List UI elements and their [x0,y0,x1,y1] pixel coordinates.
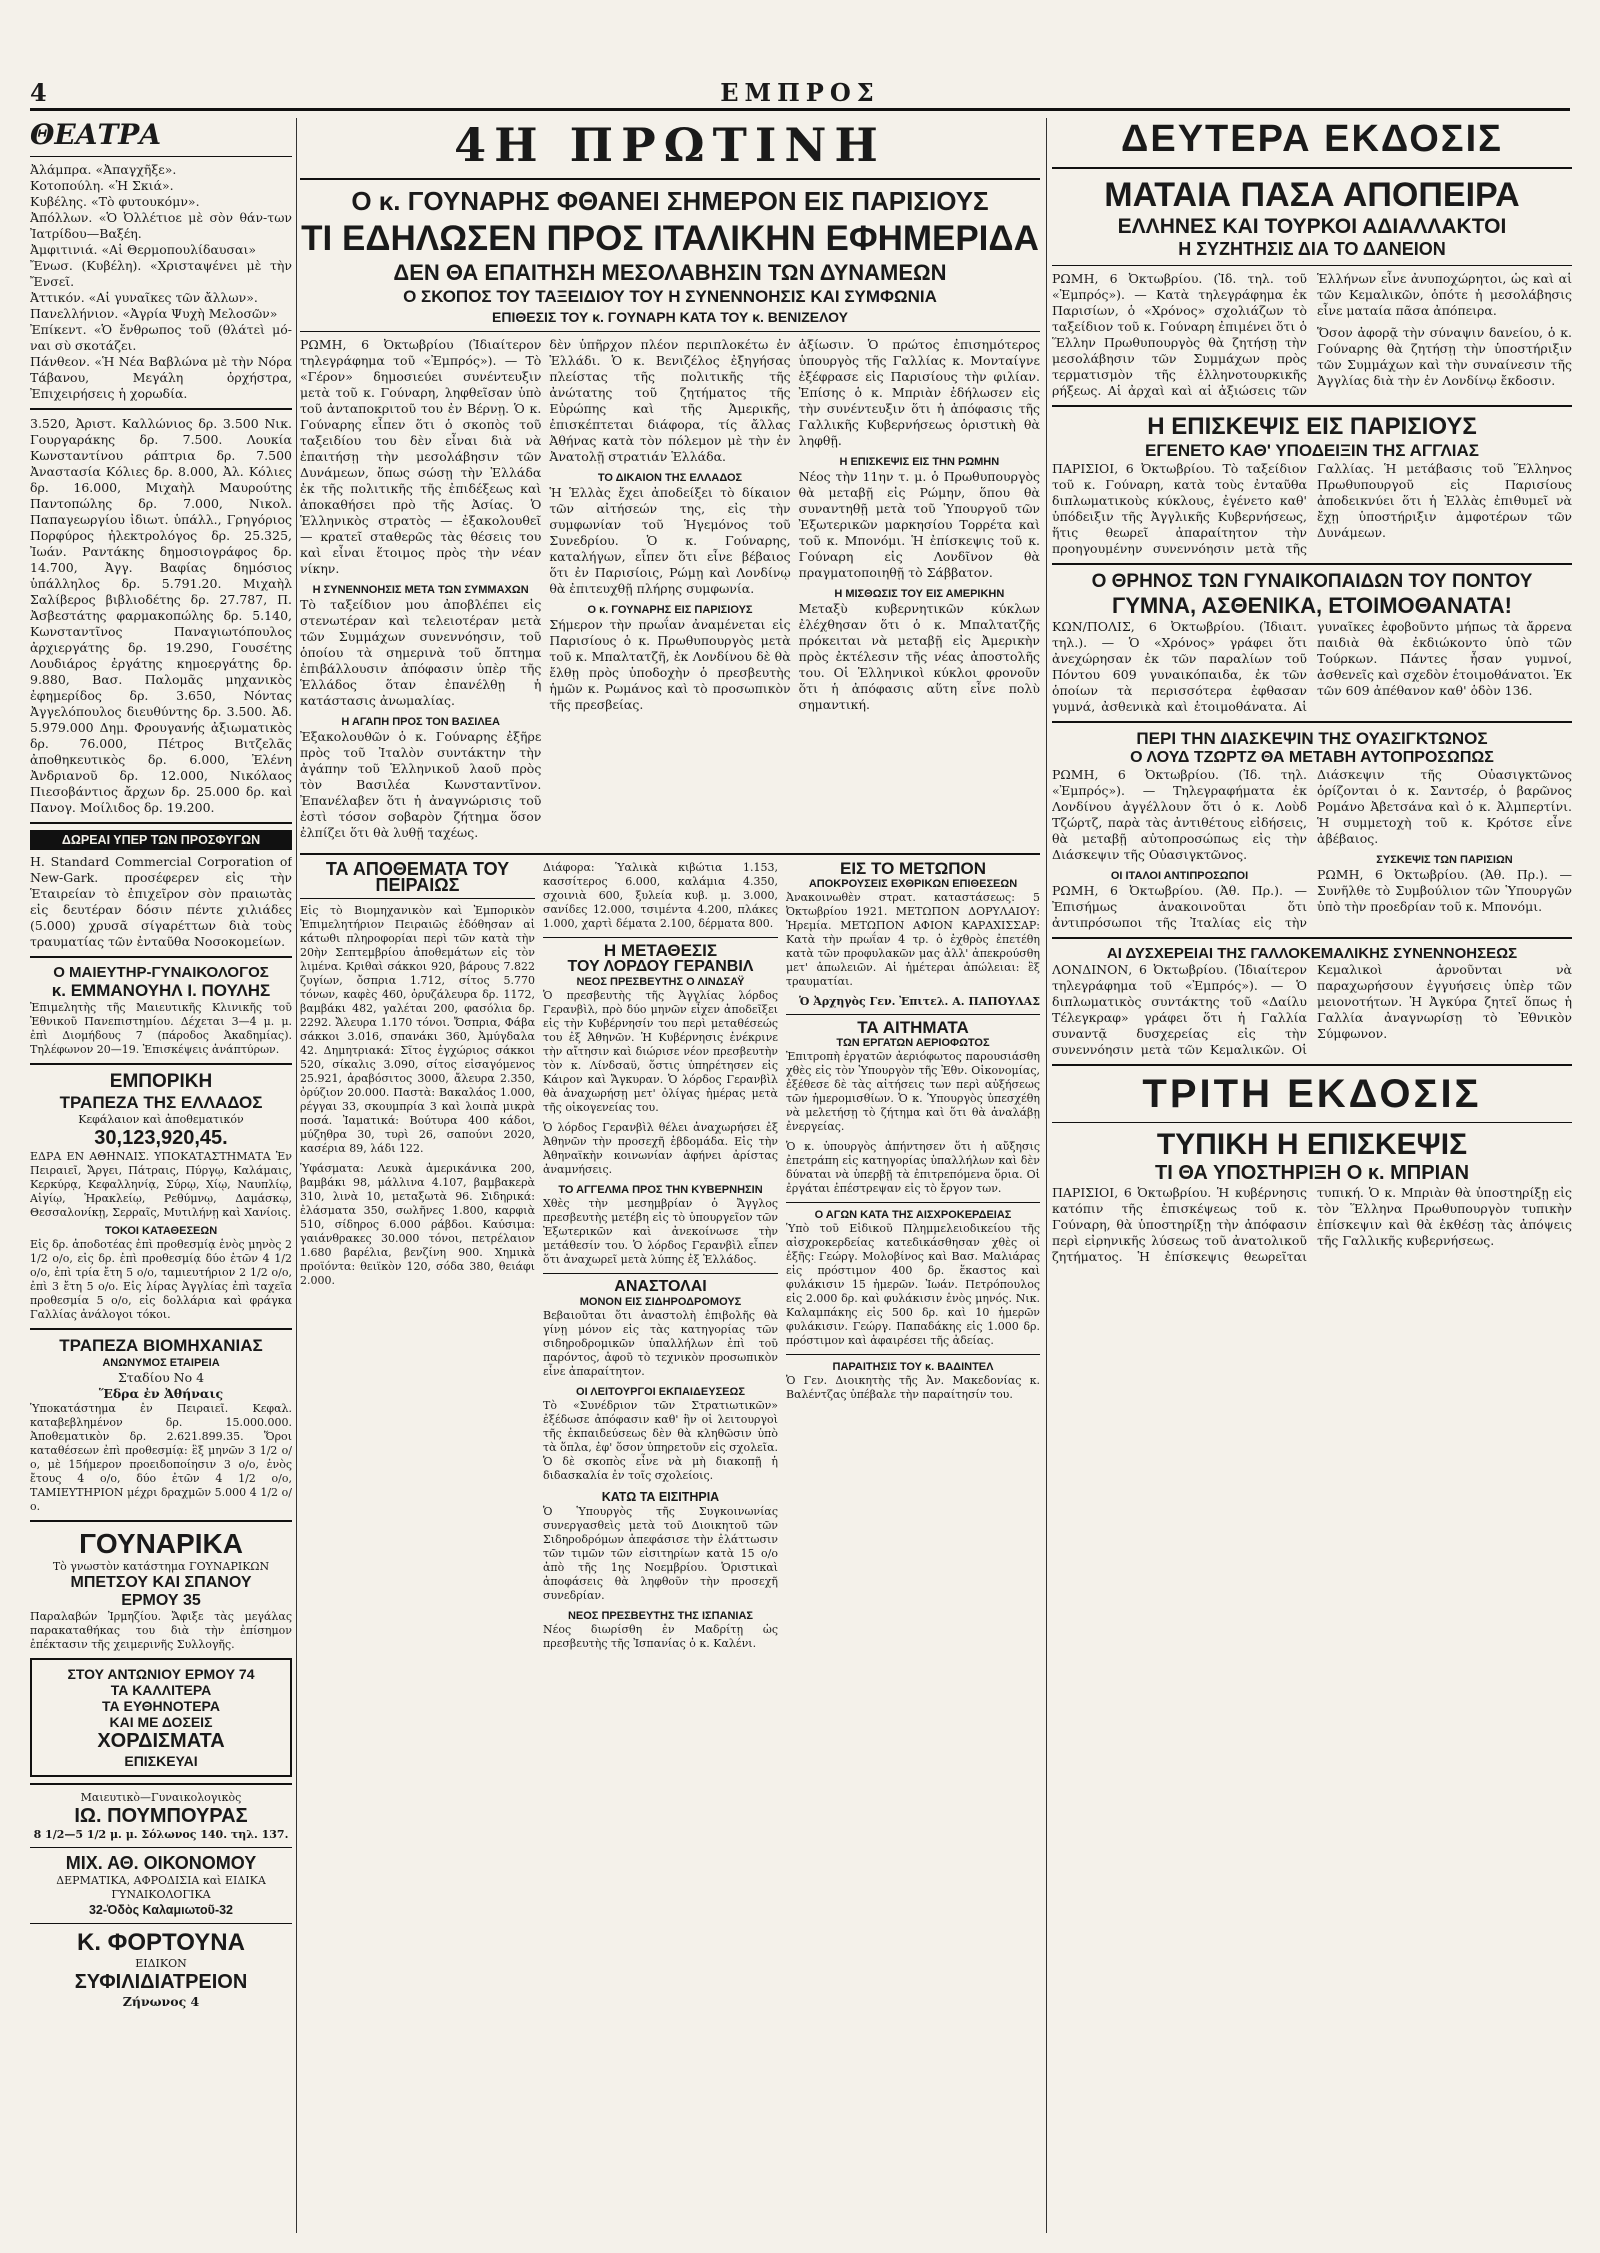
bank2-text: Ὑποκατάστημα ἐν Πειραιεῖ. Κεφαλ. καταβεβλημένον δρ. 15.000.000. Ἀποθεματικὸν δρ. 2.621.899.35. Ὅροι καταθέσεων ἐπὶ προθεσμίᾳ: ἓξ μηνῶν 3 1/2 ο/ο, μὲ 15ήμερον προειδοποίησιν 3 ο/ο, ἑνὸς ἔτους 4 ο/ο, δύο ἐτῶν 4 1/2 ο/ο, ΤΑΜΙΕΥΤΗΡΙΟΝ μέχρι δραχμῶν 5.000 4 1/2 ο/ο. [30,1402,292,1513]
sub-rome: Η ΕΠΙΣΚΕΨΙΣ ΕΙΣ ΤΗΝ ΡΩΜΗΝ [839,456,1000,468]
front-subtitle: ΑΠΟΚΡΟΥΣΕΙΣ ΕΧΘΡΙΚΩΝ ΕΠΙΘΕΣΕΩΝ [808,878,1018,890]
bank2-subtitle: ΑΝΩΝΥΜΟΣ ΕΤΑΙΡΕΙΑ [102,1357,220,1369]
railway-subtitle: ΜΟΝΟΝ ΕΙΣ ΣΙΔΗΡΟΔΡΟΜΟΥΣ [579,1296,742,1308]
paper-name: ΕΜΠΡΟΣ [720,78,880,107]
profiteering-title: Ο ΑΓΩΝ ΚΑΤΑ ΤΗΣ ΑΙΣΧΡΟΚΕΡΔΕΙΑΣ [814,1209,1012,1221]
workers-text-2: Ὁ κ. ὑπουργὸς ἀπήντησεν ὅτι ἡ αὔξησις ἐπετράπη εἰς κατηγορίας ὑπαλλήλων καὶ δὲν δύναται νὰ ὑπερβῇ τὰ ἐπιτρεπόμενα ὅρια. Οἱ ἐργάται ἐπέστρεψαν εἰς τὸ ἔργον των. [786,1140,1040,1195]
shop-text: Τὸ γνωστὸν κατάστημα ΓΟΥΝΑΡΙΚΩΝ [52,1560,270,1573]
piraeus-text-2: Ὑφάσματα: Λευκὰ ἀμερικάνικα 200, βαμβάκι 98, μάλλινα 4.107, βαμβακερὰ 310, λινὰ 10, μεταξωτὰ 96. Σιδηρικά: ἐλάσματα 350, σωλῆνες 1.800, καρφιὰ 510, σίδηρος 6.000 ράβδοι. Καύσιμα: γαιάνθρακες 30.000 τόνοι, πετρέλαιον 1.680 βαρέλια, βενζίνη 900. Χημικὰ προϊόντα: θειϊκὸν 120, σόδα 380, θειάφι 2.000. [300,1162,535,1287]
headline-4: Ο ΣΚΟΠΟΣ ΤΟΥ ΤΑΞΕΙΔΙΟΥ ΤΟΥ Η ΣΥΝΕΝΝΟΗΣΙΣ ΚΑΙ ΣΥΜΦΩΝΙΑ [403,287,937,306]
workers-subtitle: ΤΩΝ ΕΡΓΑΤΩΝ ΑΕΡΙΟΦΩΤΟΣ [836,1037,990,1049]
lead-story [300,337,1040,847]
right-column [1052,118,1572,2233]
bank1-text: ΕΔΡΑ ΕΝ ΑΘΗΝΑΙΣ. ΥΠΟΚΑΤΑΣΤΗΜΑΤΑ Ἐν Πειραιεῖ, Ἄργει, Πάτραις, Πύργῳ, Καλάμαις, Κερκύρᾳ, Κεφαλληνίᾳ, Σύρῳ, Χίῳ, Ναυπλίῳ, Αἰγίῳ, Ἡρακλείῳ, Ρεθύμνῳ, Δαμάσκῳ, Θεσσαλονίκῃ, Σερραῖς, Μυτιλήνῃ καὶ Χανίοις. [30,1150,292,1219]
paris-text: ΠΑΡΙΣΙΟΙ, 6 Ὀκτωβρίου. Τὸ ταξείδιον τοῦ κ. Γούναρη, κατὰ τοὺς ἐνταῦθα διπλωματικοὺς κύκλους, ἐγένετο καθ' ὑπόδειξιν τῆς Ἀγγλικῆς Κυβερνήσεως, ἥτις θεωρεῖ ἀπαραίτητον τὴν προηγουμένην συνεννόησιν μετὰ τῆς Γαλλίας. Ἡ μετάβασις τοῦ Ἕλληνος Πρωθυπουργοῦ εἰς Παρισίους ἀποδεικνύει ὅτι ἡ Ἑλλὰς ἐπιθυμεῖ νὰ ἔχῃ ὑποστήριξιν ἀμφοτέρων τῶν Δυνάμεων. [1052,461,1572,556]
telegram-title: ΤΟ ΑΓΓΕΛΜΑ ΠΡΟΣ ΤΗΝ ΚΥΒΕΡΝΗΣΙΝ [558,1184,763,1196]
lead-text-2b: Ἡ Ἑλλὰς ἔχει ἀποδείξει τὸ δίκαιον τῶν αἰτήσεών της, εἰς τὴν συμφωνίαν τοῦ Ἡγεμόνος τοῦ Συνεδρίου. Ὁ κ. Γούναρης, καταλήγων, εἶπεν ὅτι εἶνε βέβαιος ὅτι ἐν Παρισίοις, Ρώμῃ καὶ Λονδίνῳ θὰ ἐπιτευχθῇ πλήρης συμφωνία. [549,485,791,596]
bank2-seat: Ἕδρα ἐν Ἀθήναις [98,1386,224,1401]
theatre-listings [30,162,292,402]
theatre-listing: Ἀττικόν. «Αἱ γυναῖκες τῶν ἄλλων». [30,290,258,305]
theatre-title: ΘΕΑΤΡΑ [30,118,162,151]
paris-story [1052,461,1572,557]
doctor1-text: 8 1/2—5 1/2 μ. μ. Σόλωνος 140. τηλ. 137. [33,1828,289,1841]
theatre-listing: Πάνθεον. «Ἡ Νέα Βαβλώνα μὲ τὴν Νόρα Τάβανου, Μεγάλη ὀρχήστρα, Ἐπιχειρήσεις ἡ χορωδία. [30,354,292,401]
doctor2-text: ΔΕΡΜΑΤΙΚΑ, ΑΦΡΟΔΙΣΙΑ καὶ ΕΙΔΙΚΑ ΓΥΝΑΙΚΟΛΟΓΙΚΑ [56,1874,266,1901]
shop-names: ΜΠΕΤΣΟΥ ΚΑΙ ΣΠΑΝΟΥ [70,1574,252,1591]
franco-kemalist-text: ΛΟΝΔΙΝΟΝ, 6 Ὀκτωβρίου. (Ἰδιαίτερον τηλεγράφημα τοῦ «Ἐμπρός»). — Ὁ διπλωματικὸς συντάκτης τοῦ «Δαίλυ Τέλεγκραφ» γράφει ὅτι ἡ Γαλλία συναντᾷ δυσχερείας εἰς τὴν συνεννόησιν μετὰ τῶν Κεμαλικῶν. Οἱ Κεμαλικοὶ ἀρνοῦνται νὰ παραχωρήσουν ἐγγυήσεις ὑπὲρ τῶν μειονοτήτων. Ἡ Ἀγκύρα ζητεῖ ὅπως ἡ Γαλλία ἀναγνωρίσῃ τὸ Ἐθνικὸν Σύμφωνον. [1052,962,1572,1057]
tickets-title: ΚΑΤΩ ΤΑ ΕΙΣΙΤΗΡΙΑ [601,1490,720,1504]
doctor3-sub: ΕΙΔΙΚΟΝ [135,1957,187,1970]
theatre-listing: Πανελλήνιον. «Ἀγρία Ψυχὴ Μελοσῶν» [30,306,278,321]
antoniou-title: ΣΤΟΥ ΑΝΤΩΝΙΟΥ ΕΡΜΟΥ 74 [67,1666,255,1682]
council-title: ΣΥΣΚΕΨΙΣ ΤΩΝ ΠΑΡΙΣΙΩΝ [1376,854,1513,866]
column-rule [296,118,297,2233]
bank2-title: ΤΡΑΠΕΖΑ ΒΙΟΜΗΧΑΝΙΑΣ [59,1336,263,1355]
third-edition-title: ΤΡΙΤΗ ΕΚΔΟΣΙΣ [1142,1072,1482,1116]
council-text: ΡΩΜΗ, 6 Ὀκτωβρίου. (Ἀθ. Πρ.). — Συνῆλθε τὸ Συμβούλιον τῶν Ὑπουργῶν ὑπὸ τὴν προεδρίαν τοῦ κ. Μπονόμι. [1317,867,1572,914]
left-column [30,118,292,2233]
antoniou-line: ΧΟΡΔΙΣΜΑΤΑ [97,1730,225,1752]
pontus-subtitle: ΓΥΜΝΑ, ΑΣΘΕΝΙΚΑ, ΕΤΟΙΜΟΘΑΝΑΤΑ! [1111,593,1513,618]
piraeus-title: ΤΑ ΑΠΟΘΕΜΑΤΑ ΤΟΥ ΠΕΙΡΑΙΩΣ [325,859,510,895]
washington-story [1052,767,1572,931]
sub-rights: ΤΟ ΔΙΚΑΙΟΝ ΤΗΣ ΕΛΛΑΔΟΣ [597,472,743,484]
sub-paris: Ο κ. ΓΟΥΝΑΡΗΣ ΕΙΣ ΠΑΡΙΣΙΟΥΣ [587,604,753,616]
sub-america: Η ΜΙΣΘΩΣΙΣ ΤΟΥ ΕΙΣ ΑΜΕΡΙΚΗΝ [834,588,1005,600]
theatre-listing: Ἐπίκεντ. «Ὁ ἔνθρωπος τοῦ (θλάτεὶ μό-ναι σὺ σκοτάζει. [30,322,292,353]
front-title: ΕΙΣ ΤΟ ΜΕΤΩΠΟΝ [840,859,986,878]
midwife-name: κ. ΕΜΜΑΝΟΥΗΛ Ι. ΠΟΥΛΗΣ [51,981,271,1000]
lord-text: Ὁ πρεσβευτὴς τῆς Ἀγγλίας λόρδος Γερανβὶλ, πρὸ δύο μηνῶν εἶχεν ἀποδεῖξει εἰς τὴν Κυβέρνησίν του περὶ μεταθέσεώς του ἐξ Ἀθηνῶν. Ἡ Κυβέρνησις ἐνέκρινε τὴν αἴτησιν καὶ διώρισε νέον πρεσβευτὴν τὸν κ. Λίνδσαϋ, ὅστις ὑπηρέτησεν εἰς Κάιρον καὶ Ἄγκυραν. Ὁ λόρδος Γερανβὶλ θὰ ἀναχωρήσῃ μετ' ὀλίγας ἡμέρας μετὰ τῆς οἰκογενείας του. [543,989,778,1114]
workers-text: Ἐπιτροπὴ ἐργατῶν ἀεριόφωτος παρουσιάσθη χθὲς εἰς τὸν Ὑπουργὸν τῆς Ἐθν. Οἰκονομίας, ἐξέθεσε δὲ τὰς αἰτήσεις των περὶ αὐξήσεως τῶν ἡμερομισθίων. Ὁ κ. Ὑπουργὸς ὑπεσχέθη νὰ μελετήσῃ τὸ ζήτημα καὶ ὅτι θὰ ἀναλάβῃ ἐνεργείας. [786,1050,1040,1133]
antoniou-line: ΕΠΙΣΚΕΥΑΙ [124,1753,198,1769]
lead-text-1: ΡΩΜΗ, 6 Ὀκτωβρίου (Ἰδιαίτερον τηλεγράφημα τοῦ «Ἐμπρός»). — Τὸ «Γέρον» δημοσιεύει συνέντευξιν μετὰ τοῦ κ. Γούναρη, ληφθεῖσαν ὑπὸ τοῦ ἀνταποκριτοῦ του ἐν Βέρνῃ. Ὁ κ. Γούναρης εἶπεν ὅτι ὁ σκοπὸς τοῦ ταξειδίου του δὲν εἶναι διὰ νὰ ἐπαιτήσῃ τὴν μεσολάβησιν τῶν Δυνάμεων, ὅπως σώσῃ τὴν Ἑλλάδα ἐκ τῆς πολιτικῆς τῆς ἐπιδέξεως καὶ ἀποκαθήσει πρὸ τῆς Ἀσίας. Ὁ Ἑλληνικὸς στρατὸς — ἐξακολουθεῖ — κρατεῖ σταθερῶς τὰς θέσεις του καὶ εἶναι ἕτοιμος πρὸς τὴν νέαν νίκην. [300,337,542,576]
washington-text: ΡΩΜΗ, 6 Ὀκτωβρίου. (Ἰδ. τηλ. «Ἐμπρός»). — Τηλεγραφήματα ἐκ Λονδίνου ἀγγέλλουν ὅτι ὁ κ. Λοὺδ Τζώρτζ, παρὰ τὰς ἀντιθέτους εἰδήσεις, θὰ μεταβῇ αὐτοπροσώπως εἰς τὴν Διάσκεψιν τῆς Οὐασιγκτῶνος. [1052,767,1307,862]
fund-text: Η. Standard Commercial Corporation of New-Gark. προσέφερεν εἰς τὴν Ἑταιρείαν τὸ ἐπιχεῖρον σὸν πραιωτὰς εἰς δευτέραν δόσιν πέντε χιλιάδες (5.000) χρυσᾶ σίγαρέττων διὰ τοὺς τραυματίας τῶν ἐνταῦθα Νοσοκομείων. [30,854,292,949]
franco-kemalist-title: ΑΙ ΔΥΣΧΕΡΕΙΑΙ ΤΗΣ ΓΑΛΛΟΚΕΜΑΛΙΚΗΣ ΣΥΝΕΝΝΟΗΣΕΩΣ [1106,945,1518,962]
bank2-address: Σταδίου Νο 4 [117,1370,205,1385]
fund-header: ΔΩΡΕΑΙ ΥΠΕΡ ΤΩΝ ΠΡΟΣΦΥΓΩΝ [30,830,292,850]
washington-subtitle: Ο ΛΟΥΔ ΤΖΩΡΤΖ ΘΑ ΜΕΤΑΒΗ ΑΥΤΟΠΡΟΣΩΠΩΣ [1130,749,1494,766]
doctor3-address: Ζήνωνος 4 [122,1994,200,2009]
lead-text-1b: Τὸ ταξείδιον μου ἀποβλέπει εἰς στενωτέραν καὶ τελειοτέραν μετὰ τῶν Συμμάχων συνεννόησιν, τοῦ ὁποίου τὰ σημερινὰ τοῦ ὄπτημα ἐπιβάλλουσιν ἀπόφασιν ὑπὲρ τῆς Ἑλλάδος ὅταν ἐπανέλθῃ ἡ κατάστασις ἀνωμαλίας. [300,597,542,708]
theatre-listing: Ἀλάμπρα. «Ἀπαγχῆξε». [30,162,177,177]
antoniou-line: ΚΑΙ ΜΕ ΔΟΣΕΙΣ [109,1714,213,1730]
donations-text: 3.520, Ἀριστ. Καλλώνιος δρ. 3.500 Νικ. Γουργαράκης δρ. 7.500. Λουκία Κωνσταντίνου ράπτρια δρ. 7.500 Ἀναστασία Κόλιες δρ. 8.000, Ἀλ. Κόλιες δρ. 16.000, Μιχαὴλ Μαυρούτης Παντοπώλης δρ. 7.000, Νικολ. Παπαγεωργίου ἰδιωτ. ὑπάλλ., Γρηγόριος Πορφύρος ἠλεκτρολόγος δρ. 25.325, Ἰωάν. Ραντάκης δημοσιογράφος δρ. 14.700, Ἀγγ. Βαφίας δημόσιος ὑπάλληλος δρ. 5.791.20. Μιχαὴλ Σαλίβερος βιβλιοδέτης δρ. 27.787, Π. Ἀσβεστάτης φαρμακοπώλης δρ. 5.140, Κωνσταντῖνος Παναγιωτόπουλος ἀρχιεργάτης δρ. 19.290, Γουσέτης Λουδιάρος ἐργάτης κημοεργάτης δρ. 9.880, Βασ. Παλομᾶς μηχανικὸς ἐφημερίδος δρ. 3.650, Νόντας Ἀγγελόπουλος διευθύντης δρ. 3.500. Ἀδ. 5.979.000 Δημ. Φρουγανής ἀξιωματικὸς δρ. 76.000, Πέτρος Βιτζελᾶς ἀποθηκευτικὸς δρ. 6.000, Ἐλένη Ἀνδριανοῦ δρ. 12.000, Νικόλαος Πιεσοβάντιος ἄρχων δρ. 25.000 δρ. καὶ Πανογ. Μοίλιδος δρ. 19.200. [30,416,292,815]
profiteering-text: Ὑπὸ τοῦ Εἰδικοῦ Πλημμελειοδικείου τῆς αἰσχροκερδείας κατεδικάσθησαν χθὲς οἱ ἑξῆς: Γεώργ. Μολοβίνος καὶ Βασ. Μαλιάρας εἰς πρόστιμον 400 δρ. ἕκαστος καὶ φυλάκισιν 15 ἡμερῶν. Ἰωάν. Πετρόπουλος εἰς 2.000 δρ. καὶ φυλάκισιν ἑνὸς μηνός. Νικ. Καλαμπάκης εἰς 500 δρ. καὶ 10 ἡμερῶν φυλάκισιν. Γεώργ. Παπαδάκης εἰς 1.000 δρ. πρόστιμον καὶ ἀφαιρέσει τῆς ἀδείας. [786,1222,1040,1347]
doctor1-name: ΙΩ. ΠΟΥΜΠΟΥΡΑΣ [74,1805,248,1827]
briand-text: ΠΑΡΙΣΙΟΙ, 6 Ὀκτωβρίου. Ἡ κυβέρνησις κατόπιν τῆς ἐπισκέψεως τοῦ κ. Γούναρη, θὰ ὑποστηρίξῃ τὴν ἀπόφασιν περὶ εἰρηνικῆς λύσεως τοῦ ἀνατολικοῦ ζητήματος. Ἡ ἐπίσκεψις θεωρεῖται τυπική. Ὁ κ. Μπριὰν θὰ ὑποστηρίξῃ εἰς τὸν Ἕλληνα Πρωθυπουργὸν τυπικὴν ἐπίσκεψιν καὶ θὰ ἐκθέσῃ τὰς ἀπόψεις τῆς Γαλλικῆς κυβερνήσεως. [1052,1185,1572,1264]
headline-5: ΕΠΙΘΕΣΙΣ ΤΟΥ κ. ΓΟΥΝΑΡΗ ΚΑΤΑ ΤΟΥ κ. ΒΕΝΙΖΕΛΟΥ [492,309,848,325]
doctor2-address: 32-Ὁδὸς Καλαμιωτοῦ-32 [88,1903,234,1917]
formal-visit-title: ΤΥΠΙΚΗ Η ΕΠΙΣΚΕΨΙΣ [1156,1128,1468,1161]
headline-1: Ο κ. ΓΟΥΝΑΡΗΣ ΦΘΑΝΕΙ ΣΗΜΕΡΟΝ ΕΙΣ ΠΑΡΙΣΙΟΥΣ [351,186,989,216]
right-sub-2: Η ΣΥΖΗΤΗΣΙΣ ΔΙΑ ΤΟ ΔΑΝΕΙΟΝ [1178,239,1446,259]
supply-list: Διάφορα: Ὑαλικὰ κιβώτια 1.153, κασσίτερος 6.000, καλάμια 4.350, σχοινιὰ 600, ξυλεία κυβ. μ. 3.000, σανίδες 12.000, τσιμέντα 4.200, πλάκες 1.000, χαρτὶ δέματα 2.100, δέρματα 800. [543,861,778,930]
headline-2: ΤΙ ΕΔΗΛΩΣΕΝ ΠΡΟΣ ΙΤΑΛΙΚΗΝ ΕΦΗΜΕΡΙΔΑ [301,219,1039,258]
bank1-title-line2: ΤΡΑΠΕΖΑ ΤΗΣ ΕΛΛΑΔΟΣ [59,1093,263,1112]
doctor1-title: Μαιευτικὸ—Γυναικολογικὸς [80,1791,242,1804]
theatre-listing: Κυβέλης. «Τὸ φυτουκόμν». [30,194,200,209]
edition-title: 4Η ΠΡΩΤΙΝΗ [454,118,886,172]
theatre-listing: Ἀμφιτινιά. «Αἱ Θερμοπουλίδαυσαι» [30,242,257,257]
lead-text-3c: Μεταξὺ κυβερνητικῶν κύκλων ἐλέχθησαν ὅτι ὁ κ. Μπαλτατζῆς πρόκειται νὰ μεταβῇ εἰς Ἀμερικὴν πρὸς ἐκτέλεσιν τῆς νέας ἀποστολῆς του. Οἱ Ἑλληνικοὶ κύκλοι φρονοῦν ὅτι ἡ ἀπόφασις αὕτη εἶνε πολὺ σημαντική. [798,601,1040,712]
spain-text: Νέος διωρίσθη ἐν Μαδρίτῃ ὡς πρεσβευτὴς τῆς Ἰσπανίας ὁ κ. Καλένι. [543,1623,778,1650]
masthead [30,78,1570,111]
theatre-listing: Κοτοπούλη. «Ἡ Σκιά». [30,178,174,193]
bank1-deposits-text: Εἰς δρ. ἀποδοτέας ἐπὶ προθεσμίᾳ ἑνὸς μηνὸς 2 1/2 ο/ο, εἰς δρ. ἐπὶ προθεσμίᾳ δύο ἐτῶν 4 1/2 ο/ο, ἐπὶ τρία ἔτη 5 ο/ο, ταμιευτήριον 2 1/2 ο/ο, ἐπὶ 3 ἔτη 5 ο/ο. Εἰς λίρας Ἀγγλίας ἐπὶ ταχεῖα προθεσμία 5 ο/ο, εἰς δολλάρια καὶ φράγκα Γαλλίας ἀνάλογοι τόκοι. [30,1238,292,1321]
lower-stories [300,861,1040,1657]
front-signature: Ὁ Ἀρχηγὸς Γεν. Ἐπιτελ. Α. ΠΑΠΟΥΛΑΣ [799,995,1040,1008]
right-text-1b: Ὅσον ἀφορᾷ τὴν σύναψιν δανείου, ὁ κ. Γούναρης θὰ ζητήσῃ τὴν ὑποστήριξιν τῶν Συμμάχων καὶ τὴν συναίνεσιν τῆς Ἀγγλίας διὰ τὴν ἐν Λονδίνῳ ἔκδοσιν. [1317,325,1572,388]
theatre-listing: Ἔνωσ. (Κυβέλη). «Χρισταψένει μὲ τὴν Ἔνσεῖ. [30,258,292,289]
lord-subtitle: ΤΟΥ ΛΟΡΔΟΥ ΓΕΡΑΝΒΙΛ [567,958,754,975]
doctor2-name: ΜΙΧ. ΑΘ. ΟΙΚΟΝΟΜΟΥ [65,1853,257,1873]
right-sub-1: ΕΛΛΗΝΕΣ ΚΑΙ ΤΟΥΡΚΟΙ ΑΔΙΑΛΛΑΚΤΟΙ [1117,215,1507,238]
bank1-capital: 30,123,920,45. [94,1127,228,1149]
doctor3-name: Κ. ΦΟΡΤΟΥΝΑ [77,1929,245,1956]
paris-title: Η ΕΠΙΣΚΕΨΙΣ ΕΙΣ ΠΑΡΙΣΙΟΥΣ [1147,413,1477,440]
center-column [300,118,1040,2233]
spain-title: ΝΕΟΣ ΠΡΕΣΒΕΥΤΗΣ ΤΗΣ ΙΣΠΑΝΙΑΣ [567,1610,754,1622]
pontus-title: Ο ΘΡΗΝΟΣ ΤΩΝ ΓΥΝΑΙΚΟΠΑΙΔΩΝ ΤΟΥ ΠΟΝΤΟΥ [1091,571,1533,592]
antoniou-line: ΤΑ ΚΑΛΛΙΤΕΡΑ [110,1682,212,1698]
italian-delegates-title: ΟΙ ΙΤΑΛΟΙ ΑΝΤΙΠΡΟΣΩΠΟΙ [1110,870,1249,882]
workers-title: ΤΑ ΑΙΤΗΜΑΤΑ [857,1018,969,1037]
page-number: 4 [30,78,47,107]
pontus-story [1052,619,1572,715]
antoniou-line: ΤΑ ΕΥΘΗΝΟΤΕΡΑ [102,1698,220,1714]
telegram-text: Χθὲς τὴν μεσημβρίαν ὁ Ἄγγλος πρεσβευτὴς μετέβη εἰς τὸ ὑπουργεῖον τῶν Ἐξωτερικῶν καὶ ἀνεκοίνωσε τὴν μετάθεσίν του. Ὁ λόρδος Γερανβὶλ εἶπεν ὅτι ἀναχωρεῖ μετὰ λύπης ἐξ Ἑλλάδος. [543,1197,778,1266]
piraeus-text: Εἰς τὸ Βιομηχανικὸν καὶ Ἐμπορικὸν Ἐπιμελητήριον Πειραιῶς ἐδόθησαν αἱ κάτωθι πληροφορίαι περὶ τῶν κατὰ τὴν 20ὴν Σεπτεμβρίου ἀποθεμάτων εἰς τὸν λιμένα. Κριθαὶ σάκκοι 920, βάρους 7.822 ζυγίων, ὄσπρια 1.712, σίτος 5.770 τόνων, καφὲς 460, ὀρυζάλευρα δρ. 1172, βαμβάκι 482, γαλέται 200, φασόλια δρ. 2292. Ἄλευρα 1.170 τόνοι. Ὄσπρια, Φάβα σάκκοι 3.016, σπανάκι 360, Ἀμύγδαλα 42. Δημητριακά: Σῖτος ἐγχώριος σάκκοι 520, σίκαλις 3.090, σίτος εἰσαγόμενος 25.921, ἀραβόσιτος 3000, ἄλευρα 2.350, ὀρύζιον 20.000. Παστὰ: Βακαλάος 1.000, ρέγγαι 33, σκουμπρία 3 καὶ λοιπὰ μικρὰ ποσά. Ἰαματικά: Βούτυρα 400 κάδοι, μύζηθρα 30, τυρὶ 26, σαπούνι 2020, κασέρια 89, λάδι 122. [300,904,535,1155]
sub-entente: Η ΣΥΝΕΝΝΟΗΣΙΣ ΜΕΤΑ ΤΩΝ ΣΥΜΜΑΧΩΝ [312,584,529,596]
briand-story [1052,1185,1572,1265]
washington-title: ΠΕΡΙ ΤΗΝ ΔΙΑΣΚΕΨΙΝ ΤΗΣ ΟΥΑΣΙΓΚΤΩΝΟΣ [1136,729,1488,748]
midwife-title: Ο ΜΑΙΕΥΤΗΡ-ΓΥΝΑΙΚΟΛΟΓΟΣ [53,964,269,981]
sub-king: Η ΑΓΑΠΗ ΠΡΟΣ ΤΟΝ ΒΑΣΙΛΕΑ [341,716,500,728]
tickets-text: Ὁ Ὑπουργὸς τῆς Συγκοινωνίας συνεργασθεὶς μετὰ τοῦ Διοικητοῦ τῶν Σιδηροδρόμων ἀπεφάσισε τὴν ἐλάττωσιν τῶν τιμῶν τῶν εἰσιτηρίων κατὰ 15 ο/ο ἀπὸ τῆς 1ης Νοεμβρίου. Ὁριστικαὶ ἀποφάσεις θὰ ληφθοῦν τὴν προσεχῆ συνεδρίαν. [543,1505,778,1602]
lord-title: Η ΜΕΤΑΘΕΣΙΣ [603,941,718,960]
midwife-text: Ἐπιμελητὴς τῆς Μαιευτικῆς Κλινικῆς τοῦ Ἐθνικοῦ Πανεπιστημίου. Δέχεται 3—4 μ. μ. ἐπὶ Διομήδους 7 (πάροδος Ἀκαδημίας). Τηλέφωνον 20—19. Ἐπισκέψεις ἀνάπτύρων. [30,1001,292,1056]
italian-delegates-text: ΡΩΜΗ, 6 Ὀκτωβρίου. (Ἀθ. Πρ.). — Ἐπισήμως ἀνακοινοῦται ὅτι ἀντιπρόσωποι τῆς Ἰταλίας εἰς τὴν Διάσκεψιν τῆς Οὐασιγκτῶνος ὁρίζονται ὁ κ. Σαντσέρ, ὁ βαρῶνος Ρομάνο Ἀβετσάνα καὶ ὁ κ. Ἀλμπερτίνι. Ἡ συμμετοχὴ τοῦ κ. Κρότσε εἶνε ἀβέβαιος. [1052,767,1572,930]
lead-text-2c: Σήμερον τὴν πρωΐαν ἀναμένεται εἰς Παρισίους ὁ κ. Πρωθυπουργὸς μετὰ τοῦ κ. Μπαλτατζῆ, ἐκ Λονδίνου δὲ θὰ ἔλθῃ πρὸς ὑποδοχὴν ὁ πρεσβευτὴς ἡμῶν κ. Ρωμάνος καὶ τὸ προσωπικὸν τῆς πρεσβείας. [549,617,791,712]
lead-text-2: δὲν ὑπῆρχον πλέον περιπλοκέτω ἐν Ἑλλάδι. Ὁ κ. Βενιζέλος ἐξηγήσας πλείστας τῆς πολιτικῆς τῆς ἀνώτατης τοῦ ζητήματος τῆς Εὐρώπης καὶ τῆς Ἀμερικῆς, ἐπισκέπτεται διάφορα, τίς ἄλλας Ἀθήνας κατὰ τὸν πόλεμον μὲ τὴν ἐν Ἀνατολῇ στρατιάν Ἑλλάδα. [549,337,791,464]
shop-body: Παραλαβών Ἰρμηζίου. Ἄφιξε τὰς μεγάλας παρακαταθήκας του διὰ τὴν ἐπίσημον ἐπέκτασιν τῆς χειμερινῆς Συλλογῆς. [30,1610,292,1651]
railway-title: ΑΝΑΣΤΟΛΑΙ [614,1278,707,1295]
column-rule [1046,118,1047,2233]
franco-kemalist-story [1052,962,1572,1058]
paris-subtitle: ΕΓΕΝΕΤΟ ΚΑΘ' ΥΠΟΔΕΙΞΙΝ ΤΗΣ ΑΓΓΛΙΑΣ [1145,441,1479,460]
antoniou-lines [38,1682,284,1769]
antoniou-ad [30,1658,292,1777]
right-headline: ΜΑΤΑΙΑ ΠΑΣΑ ΑΠΟΠΕΙΡΑ [1104,176,1520,214]
doctor3-title: ΣΥΦΙΛΙΔΙΑΤΡΕΙΟΝ [74,1971,248,1993]
right-lead-story [1052,271,1572,399]
railway-text: Βεβαιοῦται ὅτι ἀναστολὴ ἐπιβολῆς θὰ γίνῃ μόνον εἰς τὰς κατηγορίας τῶν σιδηροδρομικῶν ὑπαλλήλων ἐπὶ τοῦ παρόντος, ἀφοῦ τὸ τεχνικὸν προσωπικὸν εἶνε ἀπαραίτητον. [543,1309,778,1378]
pontus-text: ΚΩΝ/ΠΟΛΙΣ, 6 Ὀκτωβρίου. (Ἰδιαιτ. τηλ.). — Ὁ «Χρόνος» γράφει ὅτι ἀνεχώρησαν ἐκ τῶν παραλίων τοῦ Πόντου 609 γυναικόπαιδα, ἐκ τῶν ὁποίων τὰ περισσότερα ἐφθασαν γυμνά, ἀσθενικὰ καὶ ἑτοιμοθάνατα. Αἱ γυναῖκες ἐφοβοῦντο μήπως τὰ ἄρρενα παιδιὰ θὰ ἐκδιώκοντο ὑπὸ τῶν Τούρκων. Πάντες ἦσαν γυμνοί, ἀσθενεῖς καὶ σχεδὸν ἑτοιμοθάνατοι. Ἐκ τῶν 609 ἀπέθανον καθ' ὁδὸν 136. [1052,619,1572,714]
right-text-1: ΡΩΜΗ, 6 Ὀκτωβρίου. (Ἰδ. τηλ. τοῦ «Ἐμπρός»). — Κατὰ τηλεγράφημα ἐκ Παρισίων, ὁ «Χρόνος» σχολιάζων τὸ ταξείδιον τοῦ κ. Γούναρη ἐπιμένει ὅτι ὁ Ἕλλην Πρωθυπουργὸς θὰ ζητήσῃ τὴν μεσολάβησιν τῶν Συμμάχων πρὸς τερματισμὸν τῆς ἑλληνοτουρκικῆς ρήξεως. Αἱ ἀρχαὶ καὶ αἱ ἀξιώσεις τῶν Ἑλλήνων εἶνε ἀνυποχώρητοι, ὡς καὶ αἱ τῶν Κεμαλικῶν, ὁπότε ἡ μεσολάβησις εἶνε ματαία πᾶσα ἀπόπειρα. [1052,271,1572,398]
lord-text-2: Ὁ λόρδος Γερανβὶλ θέλει ἀναχωρήσει ἐξ Ἀθηνῶν τὴν προσεχῆ ἑβδομάδα. Εἰς τὴν Ἀθηναϊκὴν κοινωνίαν ἀφήνει ἀρίστας ἀναμνήσεις. [543,1121,778,1176]
second-edition-title: ΔΕΥΤΕΡΑ ΕΚΔΟΣΙΣ [1121,118,1503,160]
resignation-title: ΠΑΡΑΙΤΗΣΙΣ ΤΟΥ κ. ΒΑΔΙΝΤΕΛ [832,1361,994,1373]
bank1-capital-label: Κεφάλαιον καὶ ἀποθεματικόν [78,1113,244,1126]
railway-subtitle-2: ΟΙ ΛΕΙΤΟΥΡΓΟΙ ΕΚΠΑΙΔΕΥΣΕΩΣ [576,1386,745,1398]
lead-text-3: ἀξίωσιν. Ὁ πρώτος ἐπισημότερος ὑπουργὸς τῆς Γαλλίας κ. Μονταίγνε ἐξέφρασε εἰς Παρισίους τὴν φιλίαν. Ἐπίσης ὁ κ. Μπριὰν ἐδήλωσεν εἰς τὴν συνέντευξιν ὅτι ἡ ἀπόφασις τῆς Γαλλικῆς Κυβερνήσεως ὁριστικὴ θὰ ληφθῇ. [798,337,1040,448]
lead-text-1c: Ἐξακολουθῶν ὁ κ. Γούναρης ἐξῆρε πρὸς τοῦ Ἰταλὸν συντάκτην τὴν ἀγάπην τοῦ Ἑλληνικοῦ λαοῦ πρὸς τὸν Βασιλέα Κωνσταντῖνον. Ἐπανέλαβεν ὅτι ἡ ἀναγνώρισις τοῦ ἐστὶ τόσον σοβαρὸν ζήτημα ὅσον ἐλπίζει ὅτι θὰ λυθῇ ταχέως. [300,729,542,840]
shop-address: ΕΡΜΟΥ 35 [121,1592,201,1609]
bank1-title-line1: ΕΜΠΟΡΙΚΗ [109,1071,213,1092]
theatre-listing: Ἀπόλλων. «Ὁ Ὀλλέτιοε μὲ σὸν θάν-των Ἰατρίδου—Βαξέη. [30,210,292,241]
lead-text-3b: Νέος τὴν 11ην τ. μ. ὁ Πρωθυπουργὸς θὰ μεταβῇ εἰς Ρώμην, ὅπου θὰ συναντηθῇ μετὰ τοῦ Ὑπουργοῦ τῶν Ἐξωτερικῶν μαρκησίου Τορρέτα καὶ τοῦ κ. Μπονόμι. Ἡ ἐπίσκεψις τοῦ κ. Γούναρη εἰς Λονδῖνον θὰ πραγματοποιηθῇ τὸ Σάββατον. [798,469,1040,580]
resignation-text: Ὁ Γεν. Διοικητὴς τῆς Ἀν. Μακεδονίας κ. Βαλέντζας ὑπέβαλε τὴν παραίτησίν του. [786,1374,1040,1401]
lord-subtitle-2: ΝΕΟΣ ΠΡΕΣΒΕΥΤΗΣ Ο ΛΙΝΔΣΑΫ [576,976,745,988]
headline-3: ΔΕΝ ΘΑ ΕΠΑΙΤΗΣΗ ΜΕΣΟΛΑΒΗΣΙΝ ΤΩΝ ΔΥΝΑΜΕΩΝ [393,260,947,285]
bank1-deposits-header: ΤΟΚΟΙ ΚΑΤΑΘΕΣΕΩΝ [104,1225,218,1237]
briand-title: ΤΙ ΘΑ ΥΠΟΣΤΗΡΙΞΗ Ο κ. ΜΠΡΙΑΝ [1154,1162,1470,1184]
railway-text-2: Τὸ «Συνέδριον τῶν Στρατιωτικῶν» ἐξέδωσε ἀπόφασιν καθ' ἣν οἱ λειτουργοὶ τῆς ἐκπαιδεύσεως δὲν θὰ κληθῶσιν ὑπὸ τὰ ὅπλα, ἐφ' ὅσον ὑπηρετοῦν εἰς σχολεῖα. Ὁ δὲ σκοπὸς εἶνε νὰ μὴ διακοπῇ ἡ διδασκαλία ἐν τοῖς σχολείοις. [543,1399,778,1482]
front-text: Ἀνακοινωθὲν στρατ. καταστάσεως: 5 Ὀκτωβρίου 1921. ΜΕΤΩΠΟΝ ΔΟΡΥΛΑΙΟΥ: Ἡρεμία. ΜΕΤΩΠΟΝ ΑΦΙΟΝ ΚΑΡΑΧΙΣΣΑΡ: Κατὰ τὴν πρωΐαν 4 τρ. ὁ ἐχθρὸς ἐπετέθη κατὰ τῶν προφυλακῶν μας ἀλλ' ἀπεκρούσθη μετ' ἀπωλειῶν. Αἱ ἡμέτεραι ἀπώλειαι: ἓξ τραυματίαι. [786,891,1040,988]
shop-title: ΓΟΥΝΑΡΙΚΑ [79,1528,243,1559]
